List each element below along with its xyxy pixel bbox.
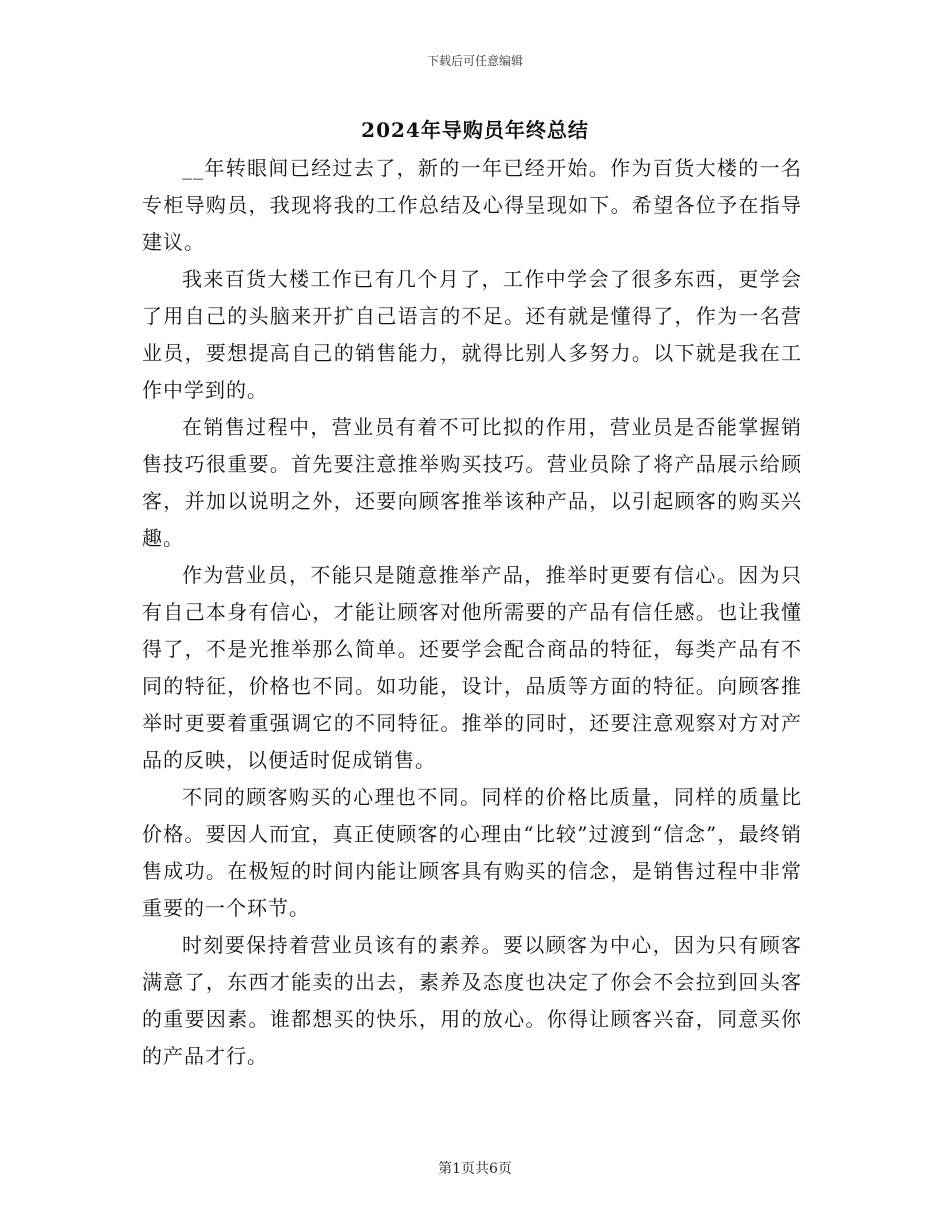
paragraph-1: __年转眼间已经过去了，新的一年已经开始。作为百货大楼的一名专柜导购员，我现将我的工作总结及心得呈现如下。希望各位予在指导建议。 — [142, 156, 802, 254]
paragraph-3: 在销售过程中，营业员有着不可比拟的作用，营业员是否能掌握销售技巧很重要。首先要注意推举购买技巧。营业员除了将产品展示给顾客，并加以说明之外，还要向顾客推举该种产品，以引起顾客的购买兴趣。 — [142, 415, 802, 550]
paragraph-2: 我来百货大楼工作已有几个月了，工作中学会了很多东西，更学会了用自己的头脑来开扩自己语言的不足。还有就是懂得了，作为一名营业员，要想提高自己的销售能力，就得比别人多努力。以下就是我在工作中学到的。 — [142, 267, 802, 402]
paragraph-6: 时刻要保持着营业员该有的素养。要以顾客为中心，因为只有顾客满意了，东西才能卖的出去，素养及态度也决定了你会不会拉到回头客的重要因素。谁都想买的快乐，用的放心。你得让顾客兴奋，同意买你的产品才行。 — [142, 933, 802, 1068]
paragraph-4: 作为营业员，不能只是随意推举产品，推举时更要有信心。因为只有自己本身有信心，才能让顾客对他所需要的产品有信任感。也让我懂得了，不是光推举那么简单。还要学会配合商品的特征，每类产品有不同的特征，价格也不同。如功能，设计，品质等方面的特征。向顾客推举时更要着重强调它的不同特征。推举的同时，还要注意观察对方对产品的反映，以便适时促成销售。 — [142, 563, 802, 772]
header-note: 下载后可任意编辑 — [426, 54, 523, 68]
page-number-footer: 第1页共6页 — [438, 1161, 512, 1177]
document-title: 2024年导购员年终总结 — [361, 118, 589, 142]
document-body — [142, 150, 802, 1075]
paragraph-5: 不同的顾客购买的心理也不同。同样的价格比质量，同样的质量比价格。要因人而宜，真正使顾客的心理由“比较”过渡到“信念”，最终销售成功。在极短的时间内能让顾客具有购买的信念，是销售过程中非常重要的一个环节。 — [142, 785, 802, 920]
